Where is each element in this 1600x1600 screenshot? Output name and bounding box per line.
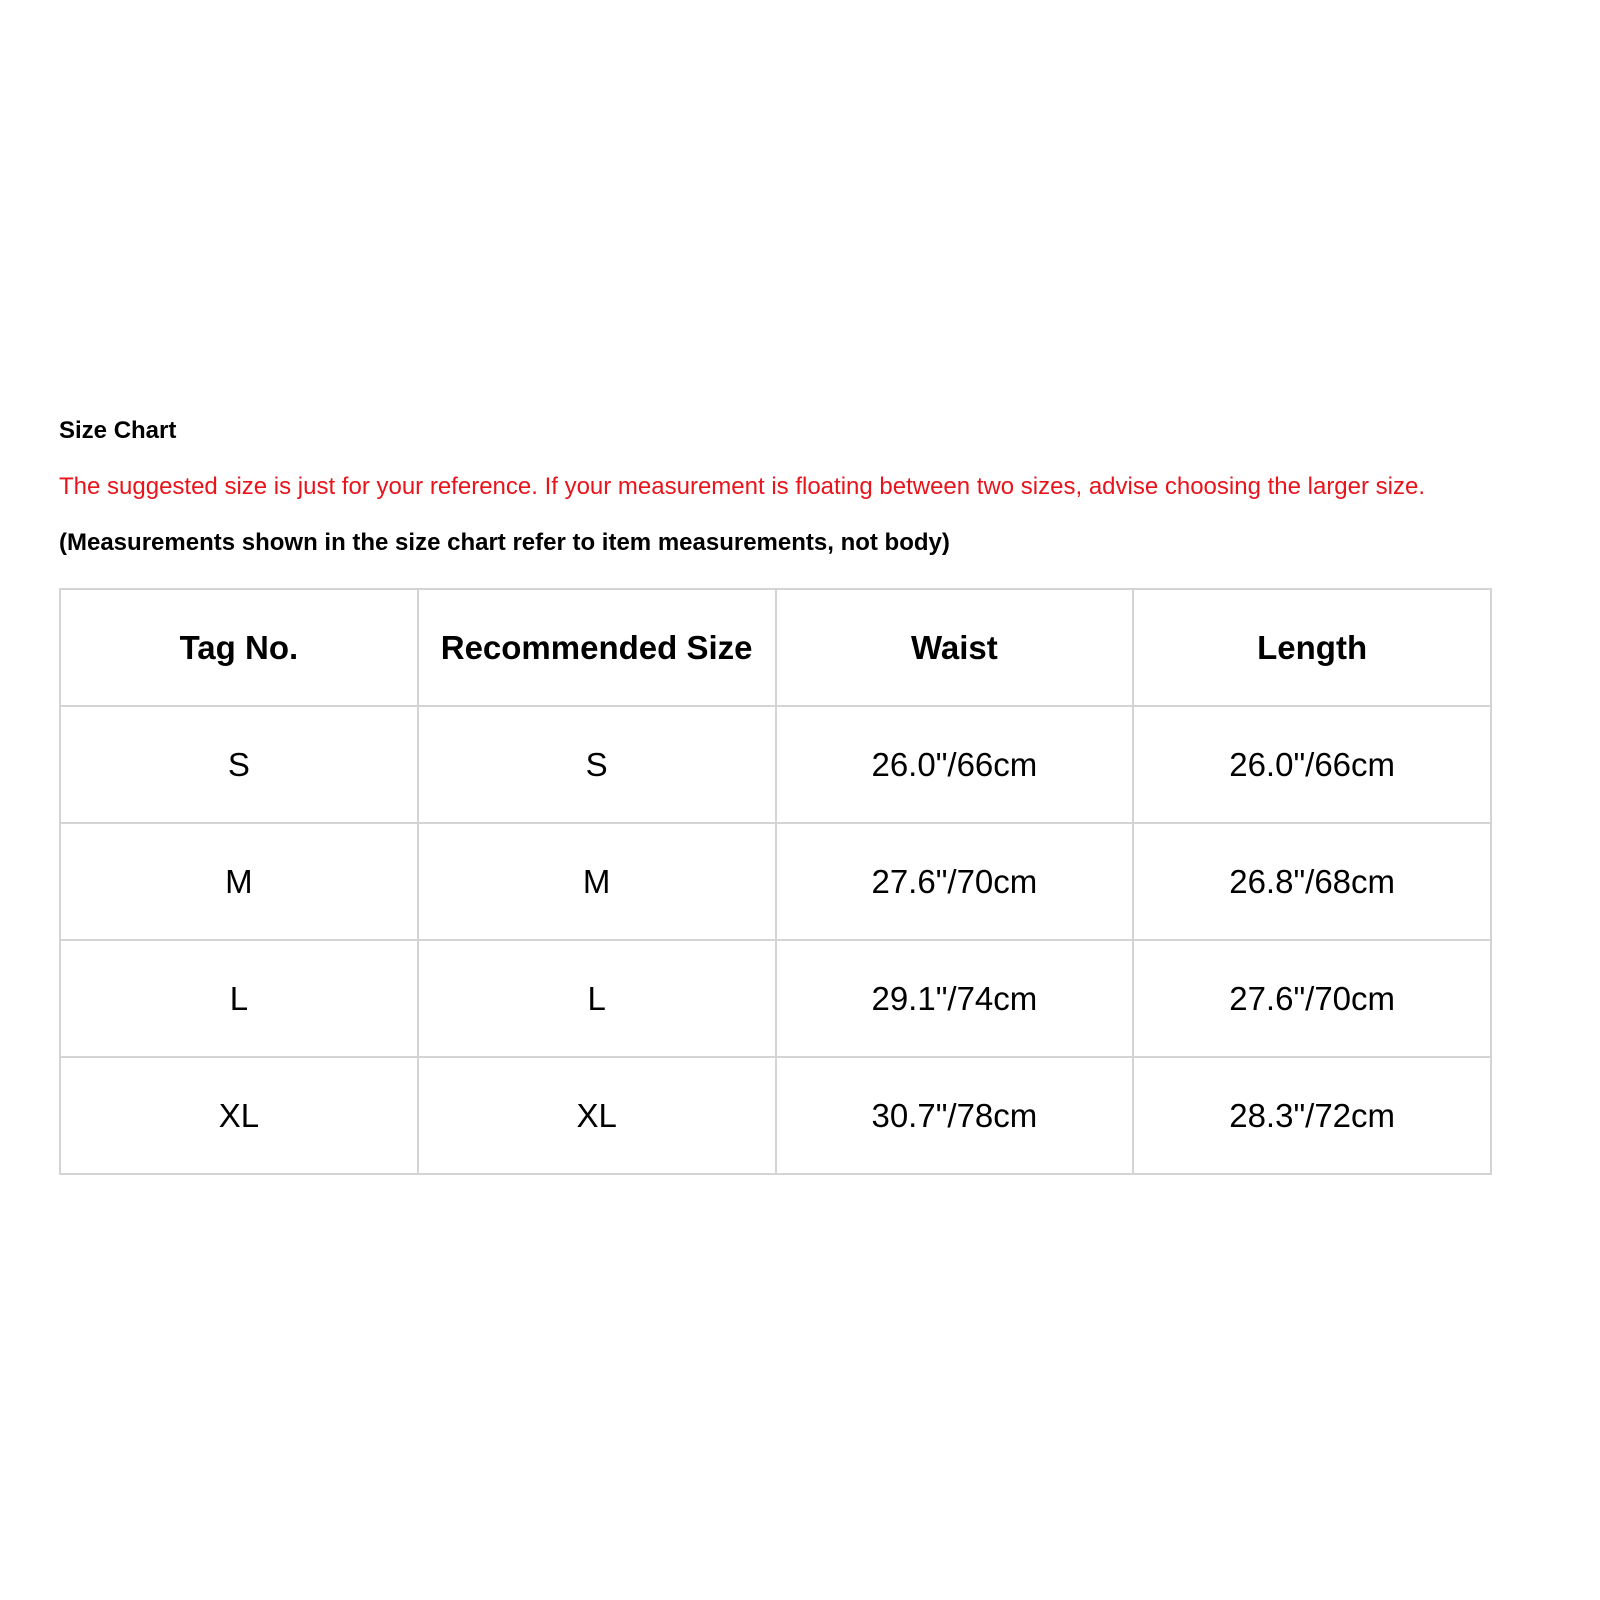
cell-waist: 27.6"/70cm <box>776 823 1134 940</box>
table-row <box>60 706 1491 823</box>
header-length: Length <box>1133 589 1491 706</box>
measurement-note: (Measurements shown in the size chart refer to item measurements, not body) <box>59 529 950 556</box>
cell-length: 26.8"/68cm <box>1133 823 1491 940</box>
cell-recommended-size: XL <box>418 1057 776 1174</box>
cell-length: 28.3"/72cm <box>1133 1057 1491 1174</box>
cell-recommended-size: L <box>418 940 776 1057</box>
cell-recommended-size: M <box>418 823 776 940</box>
table-row <box>60 823 1491 940</box>
cell-waist: 26.0"/66cm <box>776 706 1134 823</box>
header-recommended-size: Recommended Size <box>418 589 776 706</box>
cell-tag-no: L <box>60 940 418 1057</box>
table-body <box>60 706 1491 1174</box>
cell-length: 27.6"/70cm <box>1133 940 1491 1057</box>
header-tag-no: Tag No. <box>60 589 418 706</box>
cell-recommended-size: S <box>418 706 776 823</box>
table-row <box>60 1057 1491 1174</box>
header-waist: Waist <box>776 589 1134 706</box>
cell-tag-no: M <box>60 823 418 940</box>
cell-tag-no: XL <box>60 1057 418 1174</box>
header-row <box>60 589 1491 706</box>
page-title: Size Chart <box>59 417 177 444</box>
size-reference-notice: The suggested size is just for your reference. If your measurement is floating between two sizes, advise choosing the larger size. <box>59 473 1426 500</box>
cell-length: 26.0"/66cm <box>1133 706 1491 823</box>
cell-tag-no: S <box>60 706 418 823</box>
size-chart-table <box>59 588 1492 1175</box>
cell-waist: 29.1"/74cm <box>776 940 1134 1057</box>
table-header <box>60 589 1491 706</box>
cell-waist: 30.7"/78cm <box>776 1057 1134 1174</box>
table-row <box>60 940 1491 1057</box>
